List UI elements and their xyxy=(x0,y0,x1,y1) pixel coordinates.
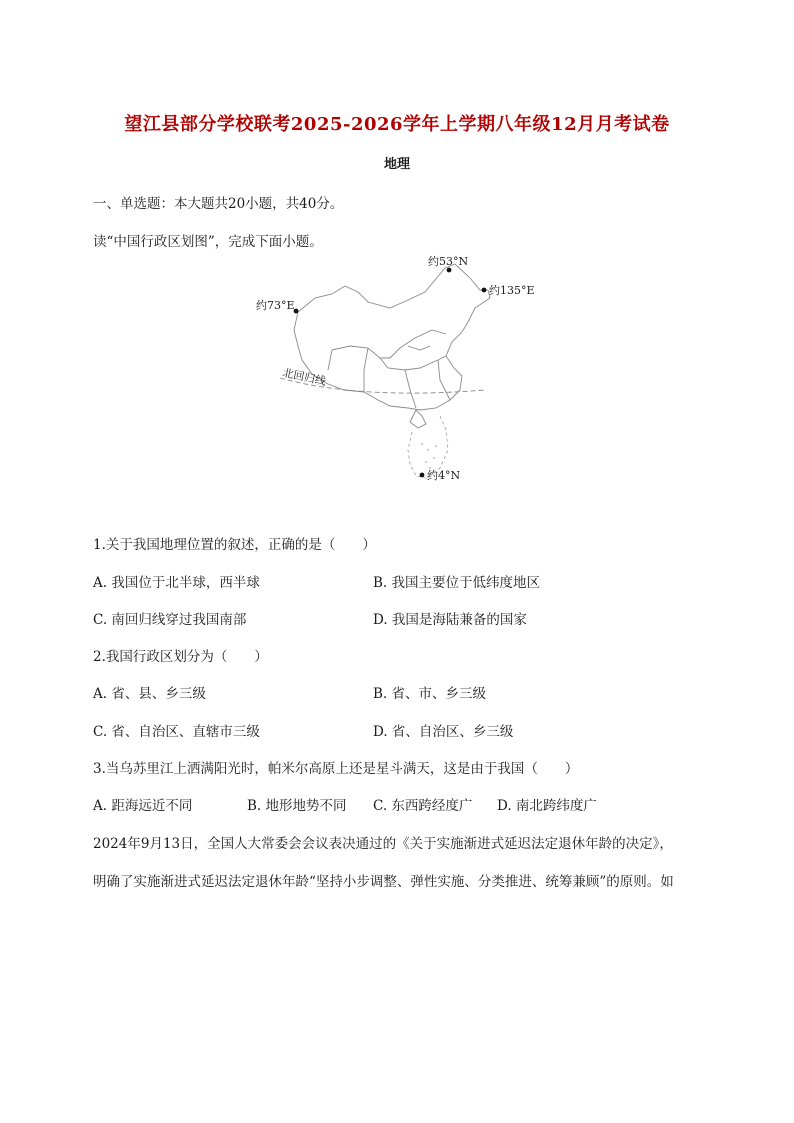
question-1-option-a[interactable]: A. 我国位于北半球，西半球 xyxy=(93,575,260,591)
question-2-option-b[interactable]: B. 省、市、乡三级 xyxy=(373,686,487,702)
east-point-marker xyxy=(482,288,487,293)
china-map xyxy=(240,250,540,490)
passage-line-1: 2024年9月13日，全国人大常委会会议表决通过的《关于实施渐进式延迟法定退休年龄的决定》， xyxy=(93,836,673,852)
section-heading: 一、单选题：本大题共20小题，共40分。 xyxy=(93,196,344,212)
question-1-stem: 1.关于我国地理位置的叙述，正确的是（ ） xyxy=(93,537,376,553)
question-3-stem: 3.当乌苏里江上洒满阳光时，帕米尔高原上还是星斗满天，这是由于我国（ ） xyxy=(93,761,579,777)
west-label: 约73°E xyxy=(256,299,295,312)
question-2-stem: 2.我国行政区划分为（ ） xyxy=(93,649,268,665)
south-label: 约4°N xyxy=(427,469,461,482)
south-point-marker xyxy=(420,473,425,478)
china-outline xyxy=(294,264,490,428)
exam-title: 望江县部分学校联考2025-2026学年上学期八年级12月月考试卷 xyxy=(124,114,670,135)
question-1-option-c[interactable]: C. 南回归线穿过我国南部 xyxy=(93,612,247,628)
passage-line-2: 明确了实施渐进式延迟法定退休年龄“坚持小步调整、弹性实施、分类推进、统筹兼顾”的原则。如 xyxy=(93,874,674,890)
question-3-option-a[interactable]: A. 距海远近不同 xyxy=(93,798,193,814)
east-label: 约135°E xyxy=(489,284,535,297)
sea-islands xyxy=(421,443,437,469)
north-label: 约53°N xyxy=(428,255,469,268)
question-2-option-c[interactable]: C. 省、自治区、直辖市三级 xyxy=(93,724,260,740)
question-3-option-d[interactable]: D. 南北跨纬度广 xyxy=(497,798,597,814)
tropic-label: 北回归线 xyxy=(281,366,328,389)
question-1-option-d[interactable]: D. 我国是海陆兼备的国家 xyxy=(373,612,527,628)
subject-title: 地理 xyxy=(383,157,410,172)
north-point-marker xyxy=(447,268,452,273)
question-2-option-d[interactable]: D. 省、自治区、乡三级 xyxy=(373,724,514,740)
question-3-option-b[interactable]: B. 地形地势不同 xyxy=(247,798,347,814)
question-1-option-b[interactable]: B. 我国主要位于低纬度地区 xyxy=(373,575,541,591)
question-3-option-c[interactable]: C. 东西跨经度广 xyxy=(373,798,473,814)
map-intro: 读“中国行政区划图”，完成下面小题。 xyxy=(93,234,323,250)
question-2-option-a[interactable]: A. 省、县、乡三级 xyxy=(93,686,206,702)
